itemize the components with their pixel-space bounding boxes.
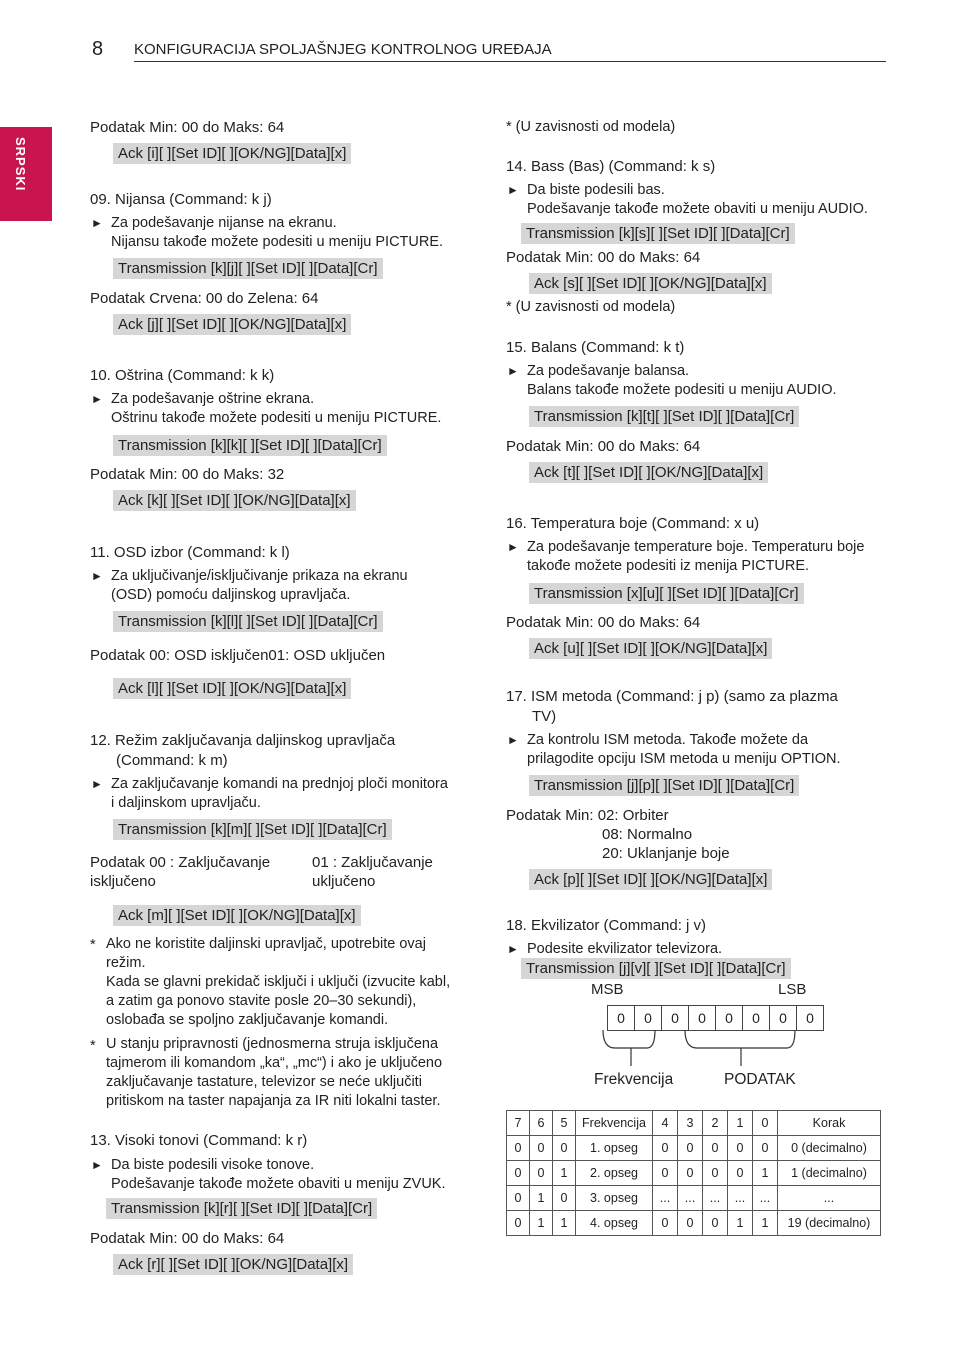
table-row xyxy=(507,1161,881,1186)
bit-cell: 0 xyxy=(688,1006,715,1030)
ack-box: Ack [p][ ][Set ID][ ][OK/NG][Data][x] xyxy=(529,869,772,890)
bit-cell: 0 xyxy=(634,1006,661,1030)
data-label: PODATAK xyxy=(724,1071,796,1088)
data-value: Podatak 00 : Zaključavanje xyxy=(90,854,271,871)
note-text: a zatim ga ponovo stavite posle 20–30 sekundi), xyxy=(106,993,417,1009)
table-header-row xyxy=(507,1111,881,1136)
bullet-text: Balans takođe možete podesiti u meniju AUDIO. xyxy=(527,382,837,398)
table-cell: 0 xyxy=(703,1161,728,1186)
note-text: Ako ne koristite daljinski upravljač, upotrebite ovaj xyxy=(106,936,426,952)
section-title: 09. Nijansa (Command: k j) xyxy=(90,191,272,208)
bullet-text: Za podešavanje oštrine ekrana. xyxy=(111,391,315,407)
section-title: 11. OSD izbor (Command: k l) xyxy=(90,544,290,561)
bit-cell: 0 xyxy=(769,1006,796,1030)
table-header-cell: 4 xyxy=(653,1111,678,1136)
bullet-text: Za podešavanje nijanse na ekranu. xyxy=(111,215,337,231)
ack-box: Ack [k][ ][Set ID][ ][OK/NG][Data][x] xyxy=(113,490,356,511)
bit-cell: 0 xyxy=(796,1006,823,1030)
page-title: KONFIGURACIJA SPOLJAŠNJEG KONTROLNOG UREĐAJA xyxy=(134,41,552,58)
model-note: * (U zavisnosti od modela) xyxy=(506,119,676,135)
bullet-arrow-icon: ► xyxy=(91,569,103,583)
bullet-text: Za uključivanje/isključivanje prikaza na ekranu xyxy=(111,568,408,584)
msb-label: MSB xyxy=(591,981,624,998)
note-text: zaključavanje tastature, televizor se neće uključiti xyxy=(106,1074,422,1090)
table-cell: 0 xyxy=(753,1136,778,1161)
table-row xyxy=(507,1136,881,1161)
bullet-arrow-icon: ► xyxy=(91,216,103,230)
ack-box: Ack [j][ ][Set ID][ ][OK/NG][Data][x] xyxy=(113,314,351,335)
table-cell: ... xyxy=(703,1186,728,1211)
ack-box: Ack [l][ ][Set ID][ ][OK/NG][Data][x] xyxy=(113,678,351,699)
section-title: 14. Bass (Bas) (Command: k s) xyxy=(506,158,716,175)
bullet-text: Za podešavanje temperature boje. Temperaturu boje xyxy=(527,539,865,555)
data-value: 20: Uklanjanje boje xyxy=(602,845,730,862)
table-cell: 0 xyxy=(653,1136,678,1161)
table-cell: 2. opseg xyxy=(576,1161,653,1186)
section-title: 15. Balans (Command: k t) xyxy=(506,339,685,356)
bullet-text: (OSD) pomoću daljinskog upravljača. xyxy=(111,587,351,603)
bullet-arrow-icon: ► xyxy=(91,1158,103,1172)
table-cell: ... xyxy=(653,1186,678,1211)
table-row xyxy=(507,1211,881,1236)
table-cell: 0 xyxy=(728,1136,753,1161)
transmission-box: Transmission [k][m][ ][Set ID][ ][Data][Cr] xyxy=(113,819,392,840)
table-cell: 19 (decimalno) xyxy=(778,1211,881,1236)
bullet-text: Za kontrolu ISM metoda. Takođe možete da xyxy=(527,732,809,748)
bit-cell: 0 xyxy=(617,1010,625,1026)
ack-box: Ack [r][ ][Set ID][ ][OK/NG][Data][x] xyxy=(113,1254,353,1275)
lsb-label: LSB xyxy=(778,981,807,998)
ack-box: Ack [i][ ][Set ID][ ][OK/NG][Data][x] xyxy=(113,143,351,164)
bullet-arrow-icon: ► xyxy=(507,540,519,554)
table-header-cell: 3 xyxy=(678,1111,703,1136)
transmission-box: Transmission [x][u][ ][Set ID][ ][Data][Cr] xyxy=(529,583,804,604)
transmission-box: Transmission [k][j][ ][Set ID][ ][Data][Cr] xyxy=(113,258,383,279)
ack-box: Ack [t][ ][Set ID][ ][OK/NG][Data][x] xyxy=(529,462,768,483)
equalizer-table xyxy=(506,1110,881,1236)
table-header-cell: 6 xyxy=(530,1111,553,1136)
section-title: 16. Temperatura boje (Command: x u) xyxy=(506,515,760,532)
table-cell: ... xyxy=(728,1186,753,1211)
table-cell: 0 xyxy=(703,1211,728,1236)
table-cell: ... xyxy=(778,1186,881,1211)
bullet-text: Za podešavanje balansa. xyxy=(527,363,690,379)
table-cell: 0 xyxy=(553,1136,576,1161)
note-text: režim. xyxy=(106,955,146,971)
data-value: Podatak Min: 02: Orbiter xyxy=(506,807,669,824)
ack-box: Ack [u][ ][Set ID][ ][OK/NG][Data][x] xyxy=(529,638,772,659)
table-cell: ... xyxy=(678,1186,703,1211)
data-range: Podatak Min: 00 do Maks: 32 xyxy=(90,466,285,483)
table-cell: 1 xyxy=(553,1211,576,1236)
bullet-arrow-icon: ► xyxy=(91,777,103,791)
model-note: * (U zavisnosti od modela) xyxy=(506,299,676,315)
page-number: 8 xyxy=(92,38,104,60)
ack-box: Ack [m][ ][Set ID][ ][OK/NG][Data][x] xyxy=(113,905,361,926)
note-star: * xyxy=(90,937,96,953)
section-title-cont: (Command: k m) xyxy=(116,752,228,769)
section-title: 13. Visoki tonovi (Command: k r) xyxy=(90,1132,308,1149)
language-tab: SRPSKI xyxy=(0,127,52,221)
table-row xyxy=(507,1186,881,1211)
table-cell: 3. opseg xyxy=(576,1186,653,1211)
data-range: Podatak Min: 00 do Maks: 64 xyxy=(506,614,701,631)
data-range: Podatak Min: 00 do Maks: 64 xyxy=(506,249,701,266)
table-cell: ... xyxy=(753,1186,778,1211)
transmission-box: Transmission [k][r][ ][Set ID][ ][Data][Cr] xyxy=(106,1198,377,1219)
bullet-text: Da biste podesili visoke tonove. xyxy=(111,1157,315,1173)
data-range: Podatak Min: 00 do Maks: 64 xyxy=(90,1230,285,1247)
table-header-cell: 7 xyxy=(507,1111,530,1136)
bullet-text: prilagodite opciju ISM metoda u meniju OPTION. xyxy=(527,751,841,767)
table-cell: 1 xyxy=(553,1161,576,1186)
bullet-text: i daljinskom upravljaču. xyxy=(111,795,261,811)
table-cell: 0 xyxy=(678,1136,703,1161)
header-rule xyxy=(134,61,886,62)
ack-box: Ack [s][ ][Set ID][ ][OK/NG][Data][x] xyxy=(529,273,772,294)
bullet-text: Podesite ekvilizator televizora. xyxy=(527,941,723,957)
table-cell: 0 xyxy=(703,1136,728,1161)
transmission-box: Transmission [j][p][ ][Set ID][ ][Data][Cr] xyxy=(529,775,799,796)
transmission-box: Transmission [k][s][ ][Set ID][ ][Data][Cr] xyxy=(521,223,795,244)
section-title: 17. ISM metoda (Command: j p) (samo za plazma xyxy=(506,688,838,705)
data-range: Podatak Min: 00 do Maks: 64 xyxy=(90,119,285,136)
table-cell: 0 xyxy=(553,1186,576,1211)
note-star: * xyxy=(90,1038,96,1054)
section-title-cont: TV) xyxy=(532,708,557,725)
transmission-box: Transmission [k][l][ ][Set ID][ ][Data][Cr] xyxy=(113,611,383,632)
table-cell: 0 xyxy=(507,1136,530,1161)
transmission-box: Transmission [k][t][ ][Set ID][ ][Data][Cr] xyxy=(529,406,799,427)
table-cell: 1 xyxy=(753,1211,778,1236)
bullet-arrow-icon: ► xyxy=(91,392,103,406)
note-text: oslobađa se spoljno zaključavanje komandi. xyxy=(106,1012,389,1028)
bullet-arrow-icon: ► xyxy=(507,364,519,378)
table-cell: 0 xyxy=(530,1136,553,1161)
table-cell: 0 xyxy=(653,1161,678,1186)
table-cell: 0 xyxy=(507,1186,530,1211)
table-cell: 0 xyxy=(678,1211,703,1236)
table-cell: 0 xyxy=(530,1161,553,1186)
table-cell: 1 xyxy=(530,1186,553,1211)
table-header-cell: 2 xyxy=(703,1111,728,1136)
bullet-text: Da biste podesili bas. xyxy=(527,182,665,198)
table-cell: 0 xyxy=(507,1161,530,1186)
bullet-text: Podešavanje takođe možete obaviti u meniju AUDIO. xyxy=(527,201,868,217)
table-cell: 1 xyxy=(530,1211,553,1236)
note-text: Kada se glavni prekidač isključi i uključi (izvucite kabl, xyxy=(106,974,451,990)
table-header-cell: 1 xyxy=(728,1111,753,1136)
bullet-text: Oštrinu takođe možete podesiti u meniju PICTURE. xyxy=(111,410,442,426)
data-value: 01 : Zaključavanje xyxy=(312,854,433,871)
section-title: 18. Ekvilizator (Command: j v) xyxy=(506,917,707,934)
transmission-box: Transmission [j][v][ ][Set ID][ ][Data][Cr] xyxy=(521,958,791,979)
table-cell: 1 (decimalno) xyxy=(778,1161,881,1186)
data-range: Podatak 00: OSD isključen01: OSD uključen xyxy=(90,647,386,664)
data-range: Podatak Min: 00 do Maks: 64 xyxy=(506,438,701,455)
table-cell: 0 xyxy=(678,1161,703,1186)
bullet-arrow-icon: ► xyxy=(507,733,519,747)
table-cell: 1 xyxy=(753,1161,778,1186)
data-value: uključeno xyxy=(312,873,376,890)
note-text: pritiskom na taster napajanja za IR niti lokalni taster. xyxy=(106,1093,441,1109)
bullet-text: Za zaključavanje komandi na prednjoj ploči monitora xyxy=(111,776,448,792)
data-value: isključeno xyxy=(90,873,156,890)
bullet-arrow-icon: ► xyxy=(507,942,519,956)
bit-group-brackets xyxy=(595,1028,805,1073)
table-header-cell: 5 xyxy=(553,1111,576,1136)
bullet-text: takođe možete podesiti iz menija PICTURE. xyxy=(527,558,810,574)
bullet-text: Nijansu takođe možete podesiti u meniju PICTURE. xyxy=(111,234,444,250)
note-text: tajmerom ili komandom „ka“, „mc“) i ako je uključeno xyxy=(106,1055,443,1071)
section-title: 12. Režim zaključavanja daljinskog upravljača xyxy=(90,732,396,749)
data-range: Podatak Crvena: 00 do Zelena: 64 xyxy=(90,290,319,307)
table-header-cell: 0 xyxy=(753,1111,778,1136)
note-text: U stanju pripravnosti (jednosmerna struja isključena xyxy=(106,1036,439,1052)
table-cell: 1. opseg xyxy=(576,1136,653,1161)
frequency-label: Frekvencija xyxy=(594,1071,674,1088)
table-cell: 0 (decimalno) xyxy=(778,1136,881,1161)
table-cell: 0 xyxy=(507,1211,530,1236)
table-header-cell: Frekvencija xyxy=(576,1111,653,1136)
transmission-box: Transmission [k][k][ ][Set ID][ ][Data][Cr] xyxy=(113,435,387,456)
table-cell: 0 xyxy=(653,1211,678,1236)
table-cell: 0 xyxy=(728,1161,753,1186)
bit-cell: 0 xyxy=(661,1006,688,1030)
bullet-text: Podešavanje takođe možete obaviti u meniju ZVUK. xyxy=(111,1176,446,1192)
table-cell: 1 xyxy=(728,1211,753,1236)
data-value: 08: Normalno xyxy=(602,826,693,843)
table-cell: 4. opseg xyxy=(576,1211,653,1236)
bit-cell: 0 xyxy=(715,1006,742,1030)
bullet-arrow-icon: ► xyxy=(507,183,519,197)
section-title: 10. Oštrina (Command: k k) xyxy=(90,367,275,384)
bit-cell: 0 xyxy=(742,1006,769,1030)
table-header-cell: Korak xyxy=(778,1111,881,1136)
